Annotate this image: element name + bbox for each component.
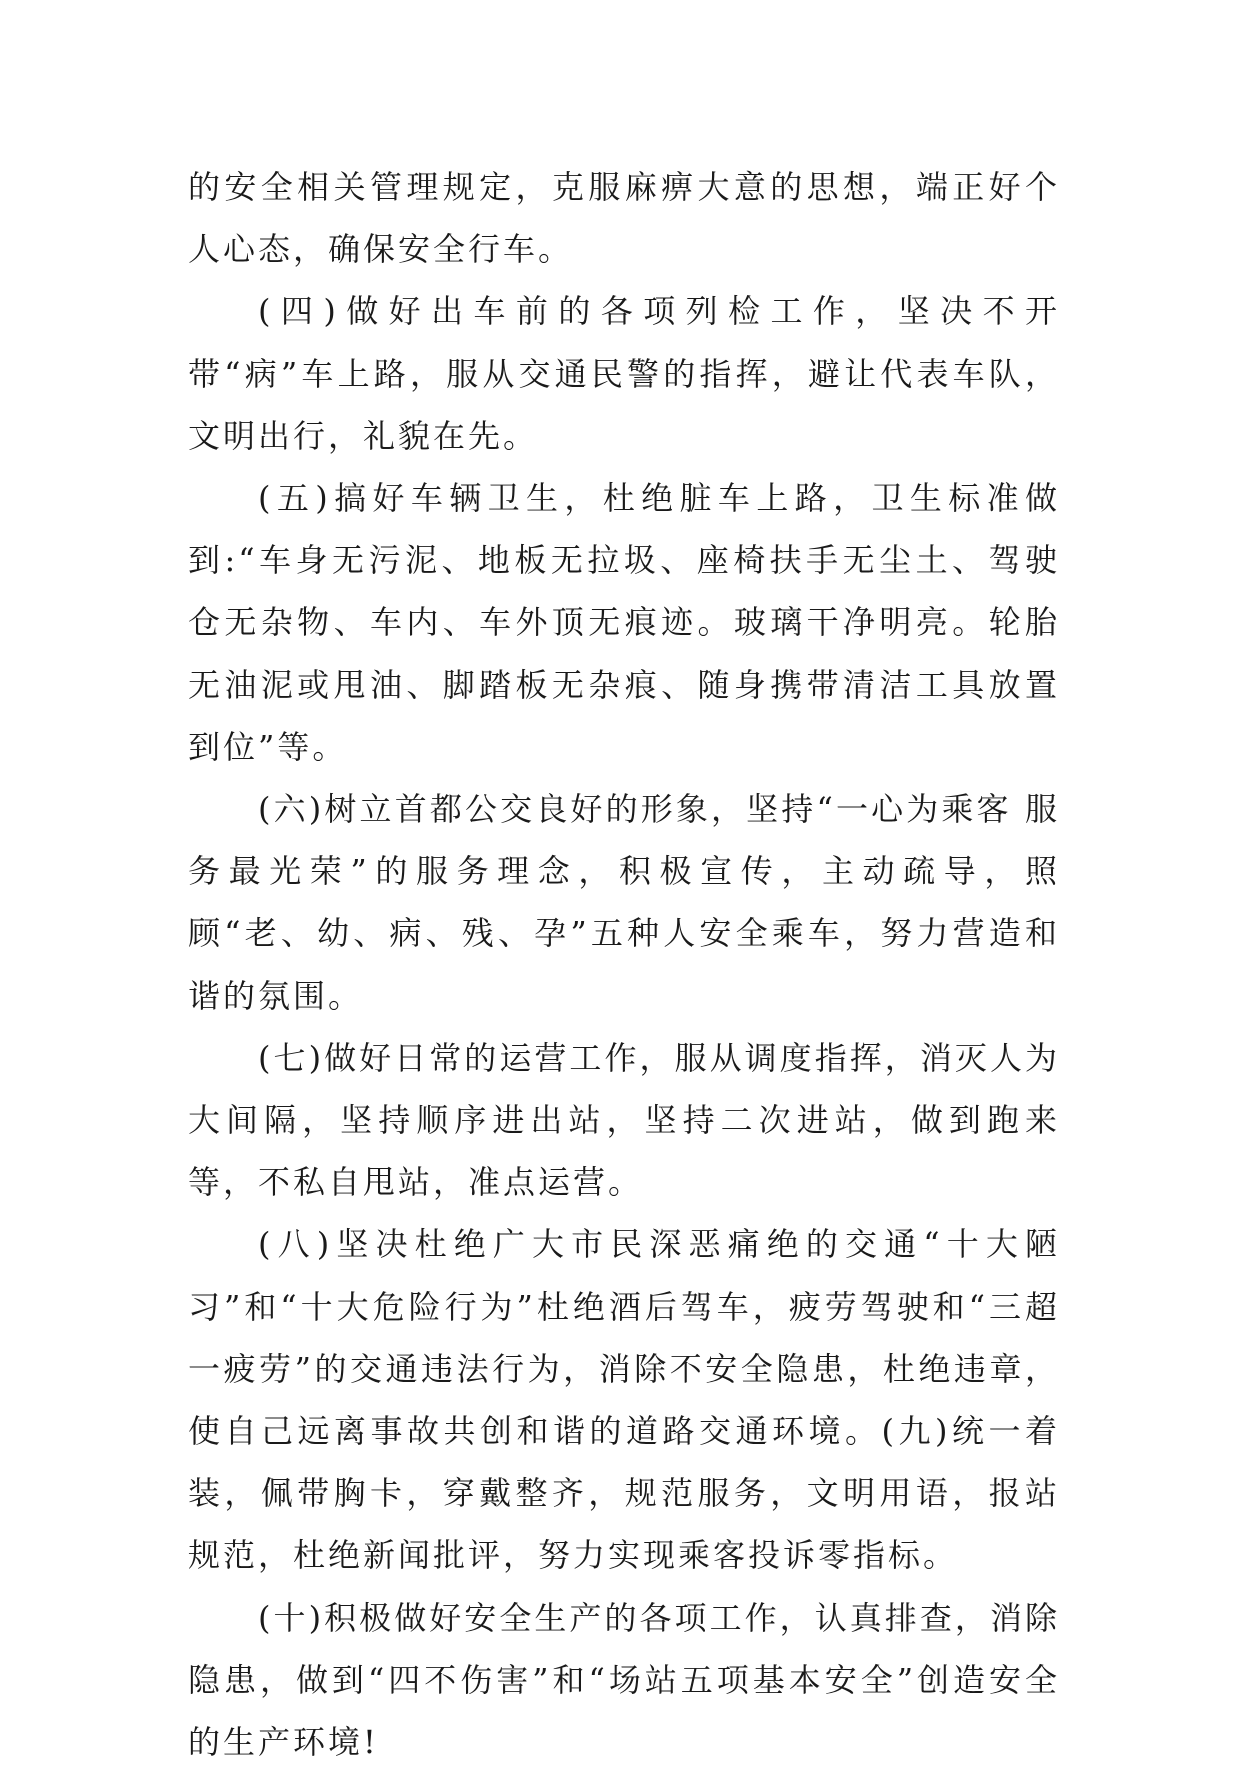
paragraph-item-4: (四)做好出车前的各项列检工作，坚决不开带“病”车上路，服从交通民警的指挥，避让代表车队，文明出行，礼貌在先。 bbox=[188, 292, 1060, 455]
paragraph-item-8-9: (八)坚决杜绝广大市民深恶痛绝的交通“十大陋习”和“十大危险行为”杜绝酒后驾车，疲劳驾驶和“三超一疲劳”的交通违法行为，消除不安全隐患，杜绝违章，使自己远离事故共创和谐的道路交通环境。(九)统一着装，佩带胸卡，穿戴整齐，规范服务，文明用语，报站规范，杜绝新闻批评，努力实现乘客投诉零指标。 bbox=[188, 1225, 1060, 1575]
paragraph-item-5: (五)搞好车辆卫生，杜绝脏车上路，卫生标准做到:“车身无污泥、地板无拉圾、座椅扶手无尘土、驾驶仓无杂物、车内、车外顶无痕迹。玻璃干净明亮。轮胎无油泥或甩油、脚踏板无杂痕、随身携带清洁工具放置到位”等。 bbox=[188, 479, 1060, 766]
document-body bbox=[188, 156, 1060, 1773]
paragraph-item-7: (七)做好日常的运营工作，服从调度指挥，消灭人为大间隔，坚持顺序进出站，坚持二次进站，做到跑来等，不私自甩站，准点运营。 bbox=[188, 1038, 1060, 1202]
paragraph-continuation: 的安全相关管理规定，克服麻痹大意的思想，端正好个人心态，确保安全行车。 bbox=[188, 168, 1060, 269]
paragraph-item-10: (十)积极做好安全生产的各项工作，认真排查，消除隐患，做到“四不伤害”和“场站五项基本安全”创造安全的生产环境! bbox=[188, 1598, 1060, 1762]
paragraph-item-6: (六)树立首都公交良好的形象，坚持“一心为乘客 服务最光荣”的服务理念，积极宣传，主动疏导，照顾“老、幼、病、残、孕”五种人安全乘车，努力营造和谐的氛围。 bbox=[188, 790, 1060, 1015]
